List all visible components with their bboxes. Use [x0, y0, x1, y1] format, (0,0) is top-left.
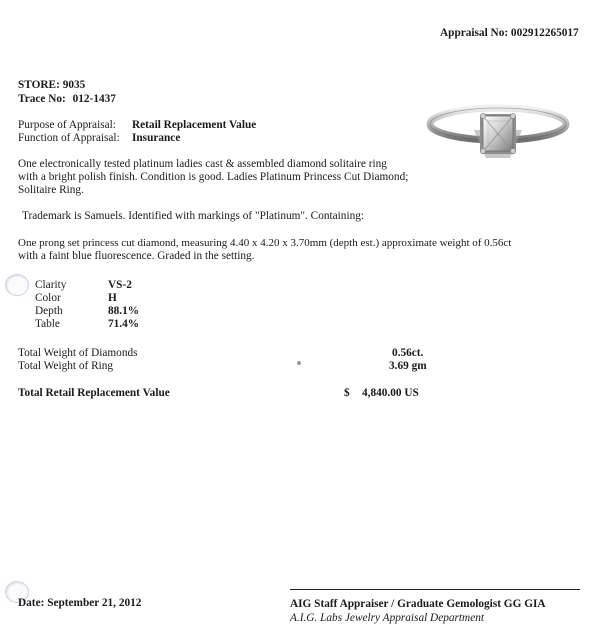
description-line-1: One electronically tested platinum ladies cast & assembled diamond solitaire ring: [18, 158, 387, 170]
function-value: Insurance: [132, 132, 181, 144]
total-diamonds-label: Total Weight of Diamonds: [18, 347, 138, 359]
description-line-3: Solitaire Ring.: [18, 184, 84, 196]
total-ring-value: 3.69 gm: [389, 360, 427, 372]
purpose-value: Retail Replacement Value: [132, 119, 257, 131]
total-retail-value: 4,840.00 US: [362, 387, 419, 399]
date-line: [18, 596, 141, 610]
grade-value-table: 71.4%: [108, 318, 140, 330]
date-label: Date:: [18, 597, 45, 609]
trademark-line: Trademark is Samuels. Identified with markings of "Platinum". Containing:: [22, 210, 365, 222]
punch-hole: [5, 274, 29, 296]
grade-label-color: Color: [35, 292, 61, 304]
currency-symbol: $: [344, 387, 350, 399]
grade-value-clarity: VS-2: [108, 279, 132, 291]
store-value: 9035: [62, 79, 86, 91]
prong-line-2: with a faint blue fluorescence. Graded in the setting.: [18, 250, 255, 262]
grade-value-color: H: [108, 292, 117, 304]
appraiser-title: AIG Staff Appraiser / Graduate Gemologist GG GIA: [290, 598, 546, 610]
grade-label-clarity: Clarity: [35, 279, 67, 291]
scan-mark: [297, 361, 301, 365]
trace-label: Trace No:: [18, 93, 66, 105]
signature-line: [290, 589, 580, 590]
store-label: STORE:: [18, 79, 60, 91]
appraisal-number: Appraisal No: 002912265017: [440, 27, 579, 39]
ring-image: [426, 96, 572, 168]
trace-value: 012-1437: [72, 93, 116, 105]
trace-line: [18, 92, 116, 106]
function-label: Function of Appraisal:: [18, 132, 120, 144]
grade-label-table: Table: [35, 318, 60, 330]
total-retail-label: Total Retail Replacement Value: [18, 387, 170, 399]
description-line-2: with a bright polish finish. Condition is good. Ladies Platinum Princess Cut Diamond;: [18, 171, 409, 183]
total-ring-label: Total Weight of Ring: [18, 360, 114, 372]
grade-value-depth: 88.1%: [108, 305, 140, 317]
prong-line-1: One prong set princess cut diamond, measuring 4.40 x 4.20 x 3.70mm (depth est.) approximate weight of 0.56ct: [18, 237, 512, 249]
appraisal-department: A.I.G. Labs Jewelry Appraisal Department: [290, 612, 485, 624]
date-value: September 21, 2012: [47, 597, 142, 609]
purpose-label: Purpose of Appraisal:: [18, 119, 116, 131]
total-diamonds-value: 0.56ct.: [392, 347, 424, 359]
grade-label-depth: Depth: [35, 305, 63, 317]
store-line: [18, 78, 85, 92]
